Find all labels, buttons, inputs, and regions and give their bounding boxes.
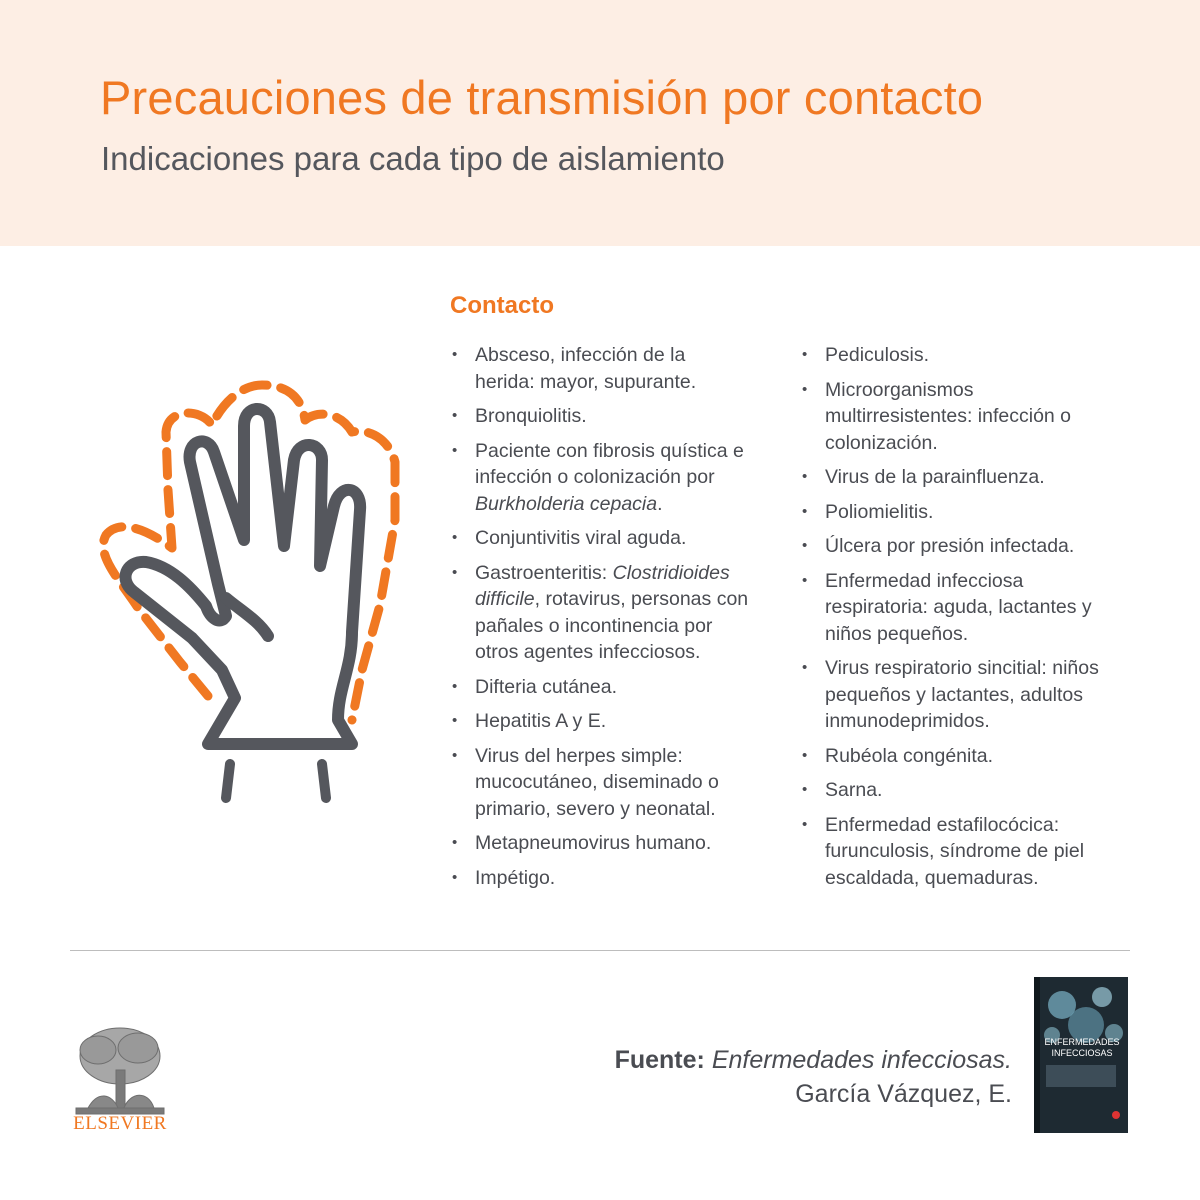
list-item (450, 342, 750, 395)
section-title: Contacto (450, 292, 554, 319)
bullet-icon: • (802, 659, 808, 676)
bullet-icon: • (452, 563, 458, 581)
list-item-text: Úlcera por presión infectada. (825, 535, 1075, 557)
source-citation (615, 1043, 1012, 1111)
book-cover-title-1: ENFERMEDADES (1044, 1037, 1120, 1047)
bullet-icon: • (802, 502, 808, 520)
footer-divider (70, 950, 1130, 951)
list-item-text: Rubéola congénita. (825, 744, 994, 767)
list-item (800, 377, 1100, 457)
elsevier-wordmark: ELSEVIER (73, 1113, 167, 1134)
gloved-hand-icon (90, 370, 410, 810)
list-item (800, 568, 1100, 648)
list-item (450, 708, 750, 735)
list-item-text: Sarna. (825, 779, 883, 801)
list-item (450, 865, 750, 892)
list-item (800, 743, 1100, 770)
list-item-text: Conjuntivitis viral aguda. (475, 527, 687, 549)
list-item (800, 655, 1100, 735)
cuff-line-left (226, 764, 230, 798)
list-item (800, 342, 1100, 369)
bullet-icon: • (452, 441, 458, 459)
list-item (450, 525, 750, 552)
bullet-icon: • (452, 346, 458, 363)
page-subtitle: Indicaciones para cada tipo de aislamiento (101, 140, 725, 177)
list-item (450, 743, 750, 823)
list-item-text: Poliomielitis. (825, 500, 934, 523)
source-author: García Vázquez, E. (795, 1080, 1012, 1108)
list-item (450, 403, 750, 430)
list-item-text: Virus de la parainfluenza. (825, 466, 1045, 488)
list-item-text: Pediculosis. (825, 344, 930, 366)
list-item (450, 830, 750, 857)
cuff-line-right (322, 764, 326, 798)
source-title: Enfermedades infecciosas. (711, 1046, 1012, 1074)
list-item-text: Virus del herpes simple: mucocutáneo, diseminado o primario, severo y neonatal. (475, 744, 719, 820)
list-item-text: Difteria cutánea. (475, 675, 617, 698)
book-cover-image (1032, 975, 1132, 1135)
bullet-icon: • (452, 677, 458, 695)
source-label: Fuente: (614, 1046, 705, 1074)
list-item (800, 777, 1100, 804)
bullet-icon: • (802, 746, 808, 764)
list-item (800, 812, 1100, 892)
bullet-icon: • (452, 746, 458, 764)
bullet-icon: • (452, 868, 458, 886)
bullet-icon: • (452, 834, 458, 851)
bullet-icon: • (802, 346, 808, 363)
list-item-text: Bronquiolitis. (475, 405, 587, 427)
list-item (450, 674, 750, 701)
indications-list-left (450, 342, 750, 899)
list-item (450, 438, 750, 518)
list-item-text: Virus respiratorio sincitial: niños pequeños y lactantes, adultos inmunodeprimidos. (825, 657, 1099, 732)
list-item-text: Hepatitis A y E. (475, 710, 607, 732)
list-item (800, 533, 1100, 560)
book-cover-title-2: INFECCIOSAS (1051, 1048, 1113, 1058)
bullet-icon: • (802, 815, 808, 833)
list-item (450, 560, 750, 666)
list-item-text: Metapneumovirus humano. (475, 832, 712, 854)
list-item (800, 499, 1100, 526)
list-item-text: Enfermedad estafilocócica: furunculosis, síndrome de piel escaldada, quemaduras. (825, 813, 1085, 889)
bullet-icon: • (802, 380, 808, 398)
bullet-icon: • (802, 537, 808, 554)
list-item-text: Paciente con fibrosis quística e infección o colonización por Burkholderia cepacia. (475, 439, 744, 515)
list-item (800, 464, 1100, 491)
list-item-text: Enfermedad infecciosa respiratoria: aguda, lactantes y niños pequeños. (825, 569, 1092, 645)
hand-outline (125, 409, 360, 744)
thumb-crease (226, 598, 268, 636)
bullet-icon: • (802, 571, 808, 589)
header-banner (0, 0, 1200, 246)
bullet-icon: • (452, 407, 458, 424)
bullet-icon: • (802, 468, 808, 485)
bullet-icon: • (802, 781, 808, 798)
bullet-icon: • (452, 529, 458, 546)
indications-list-right (800, 342, 1100, 899)
bullet-icon: • (452, 712, 458, 729)
page-title: Precauciones de transmisión por contacto (100, 71, 984, 124)
list-item-text: Impétigo. (475, 866, 556, 889)
list-item-text: Gastroenteritis: Clostridioides difficile, rotavirus, personas con pañales o incontinencia por otros agentes infecciosos. (475, 561, 749, 663)
list-item-text: Microorganismos multirresistentes: infección o colonización. (825, 378, 1072, 454)
list-item-text: Absceso, infección de la herida: mayor, supurante. (475, 344, 697, 393)
